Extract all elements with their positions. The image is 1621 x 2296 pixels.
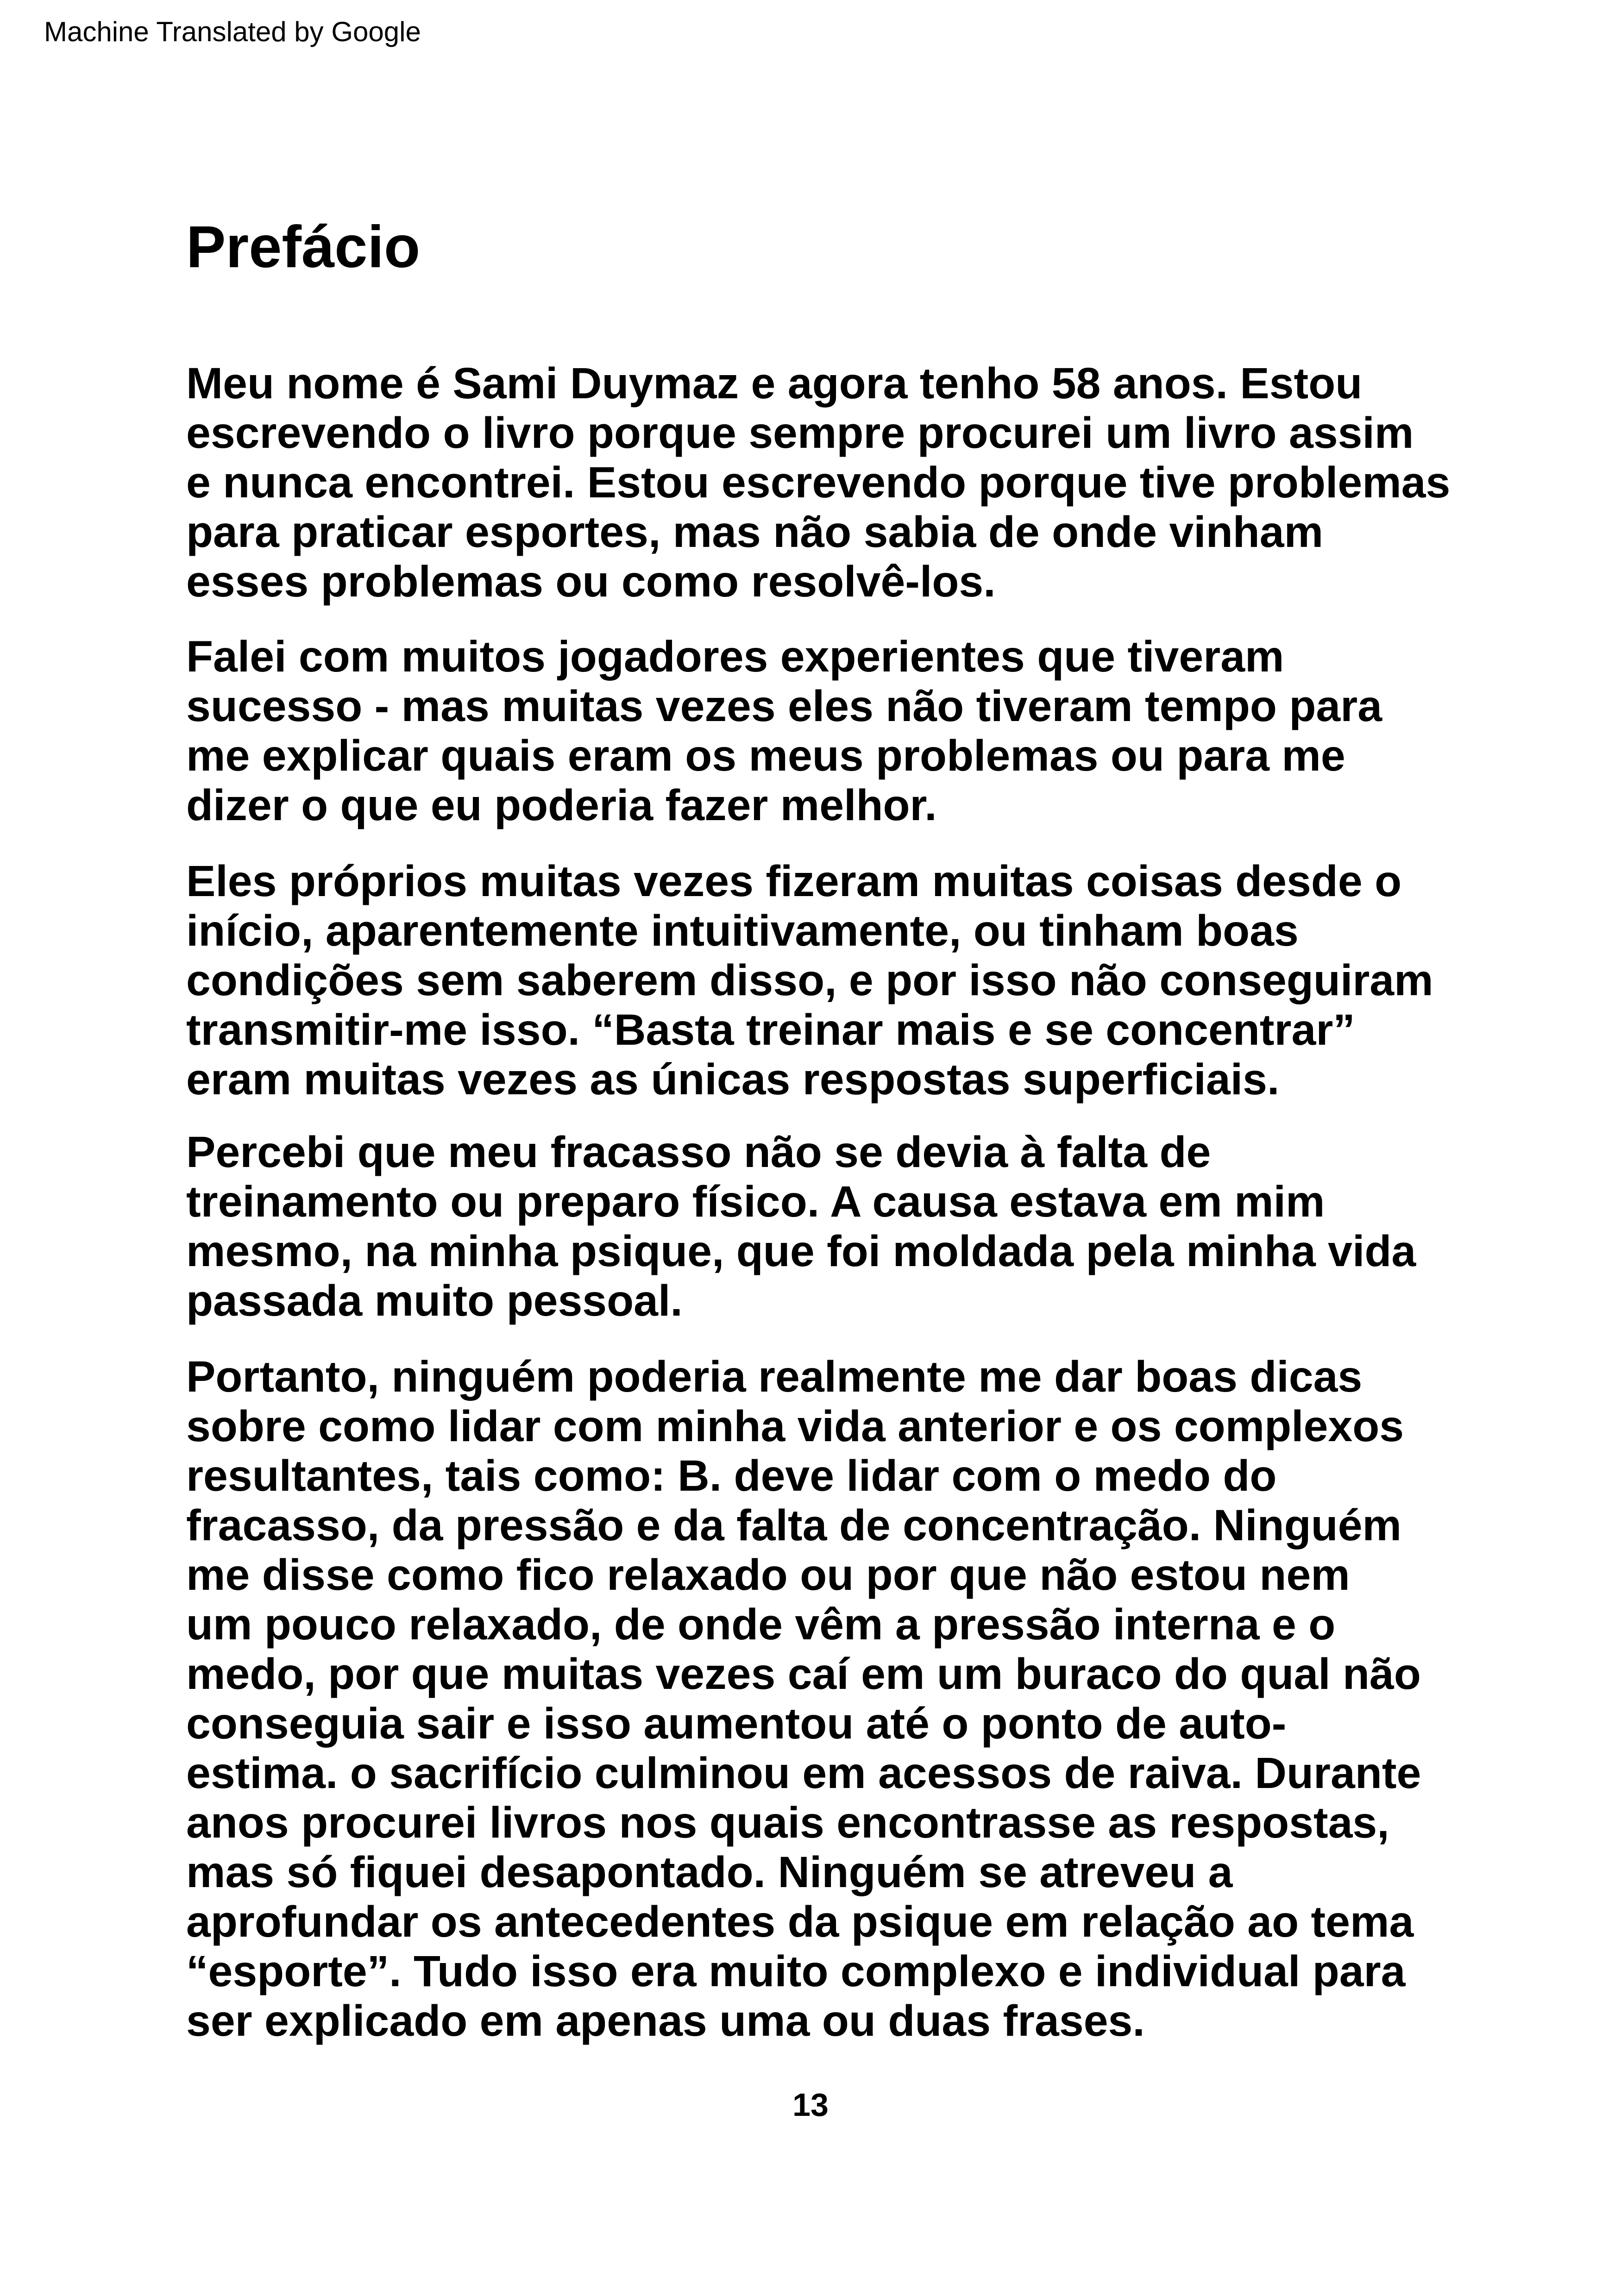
text-line: esses problemas ou como resolvê-los. bbox=[186, 557, 996, 606]
text-line: mesmo, na minha psique, que foi moldada pela minha vida bbox=[186, 1227, 1416, 1276]
text-line: condições sem saberem disso, e por isso não conseguiram bbox=[186, 956, 1433, 1005]
text-line: ser explicado em apenas uma ou duas frases. bbox=[186, 1996, 1145, 2045]
text-line: estima. o sacrifício culminou em acessos de raiva. Durante bbox=[186, 1749, 1421, 1798]
text-line: anos procurei livros nos quais encontrasse as respostas, bbox=[186, 1798, 1389, 1847]
text-line: “esporte”. Tudo isso era muito complexo e individual para bbox=[186, 1947, 1406, 1996]
paragraph-5 bbox=[186, 1352, 1421, 2046]
text-line: um pouco relaxado, de onde vêm a pressão interna e o bbox=[186, 1600, 1336, 1649]
text-line: escrevendo o livro porque sempre procurei um livro assim bbox=[186, 408, 1414, 458]
text-line: início, aparentemente intuitivamente, ou tinham boas bbox=[186, 906, 1299, 955]
text-line: mas só fiquei desapontado. Ninguém se atreveu a bbox=[186, 1848, 1233, 1897]
text-line: sobre como lidar com minha vida anterior e os complexos bbox=[186, 1402, 1404, 1451]
text-line: sucesso - mas muitas vezes eles não tiveram tempo para bbox=[186, 682, 1382, 731]
machine-translation-note: Machine Translated by Google bbox=[44, 16, 421, 47]
text-line: para praticar esportes, mas não sabia de onde vinham bbox=[186, 508, 1324, 557]
text-line: Eles próprios muitas vezes fizeram muitas coisas desde o bbox=[186, 857, 1402, 906]
page-title: Prefácio bbox=[186, 214, 421, 280]
text-line: Falei com muitos jogadores experientes que tiveram bbox=[186, 632, 1284, 681]
text-line: dizer o que eu poderia fazer melhor. bbox=[186, 781, 937, 830]
text-line: resultantes, tais como: B. deve lidar com o medo do bbox=[186, 1451, 1277, 1500]
text-line: passada muito pessoal. bbox=[186, 1276, 683, 1325]
text-line: me explicar quais eram os meus problemas ou para me bbox=[186, 731, 1345, 780]
text-line: conseguia sair e isso aumentou até o ponto de auto- bbox=[186, 1699, 1287, 1748]
text-line: Percebi que meu fracasso não se devia à falta de bbox=[186, 1128, 1211, 1177]
text-line: e nunca encontrei. Estou escrevendo porque tive problemas bbox=[186, 458, 1451, 507]
paragraph-4 bbox=[186, 1128, 1416, 1326]
text-line: eram muitas vezes as únicas respostas superficiais. bbox=[186, 1055, 1280, 1104]
text-line: transmitir-me isso. “Basta treinar mais e se concentrar” bbox=[186, 1005, 1355, 1054]
paragraph-3 bbox=[186, 857, 1433, 1104]
text-line: aprofundar os antecedentes da psique em relação ao tema bbox=[186, 1897, 1414, 1946]
paragraph-2 bbox=[186, 632, 1382, 830]
paragraph-1 bbox=[186, 359, 1450, 607]
text-line: treinamento ou preparo físico. A causa estava em mim bbox=[186, 1177, 1325, 1226]
text-line: Meu nome é Sami Duymaz e agora tenho 58 anos. Estou bbox=[186, 359, 1363, 408]
text-line: fracasso, da pressão e da falta de concentração. Ninguém bbox=[186, 1501, 1402, 1550]
text-line: medo, por que muitas vezes caí em um buraco do qual não bbox=[186, 1650, 1421, 1699]
text-line: me disse como fico relaxado ou por que não estou nem bbox=[186, 1550, 1350, 1600]
page-number: 13 bbox=[792, 2087, 829, 2123]
text-line: Portanto, ninguém poderia realmente me dar boas dicas bbox=[186, 1352, 1363, 1401]
